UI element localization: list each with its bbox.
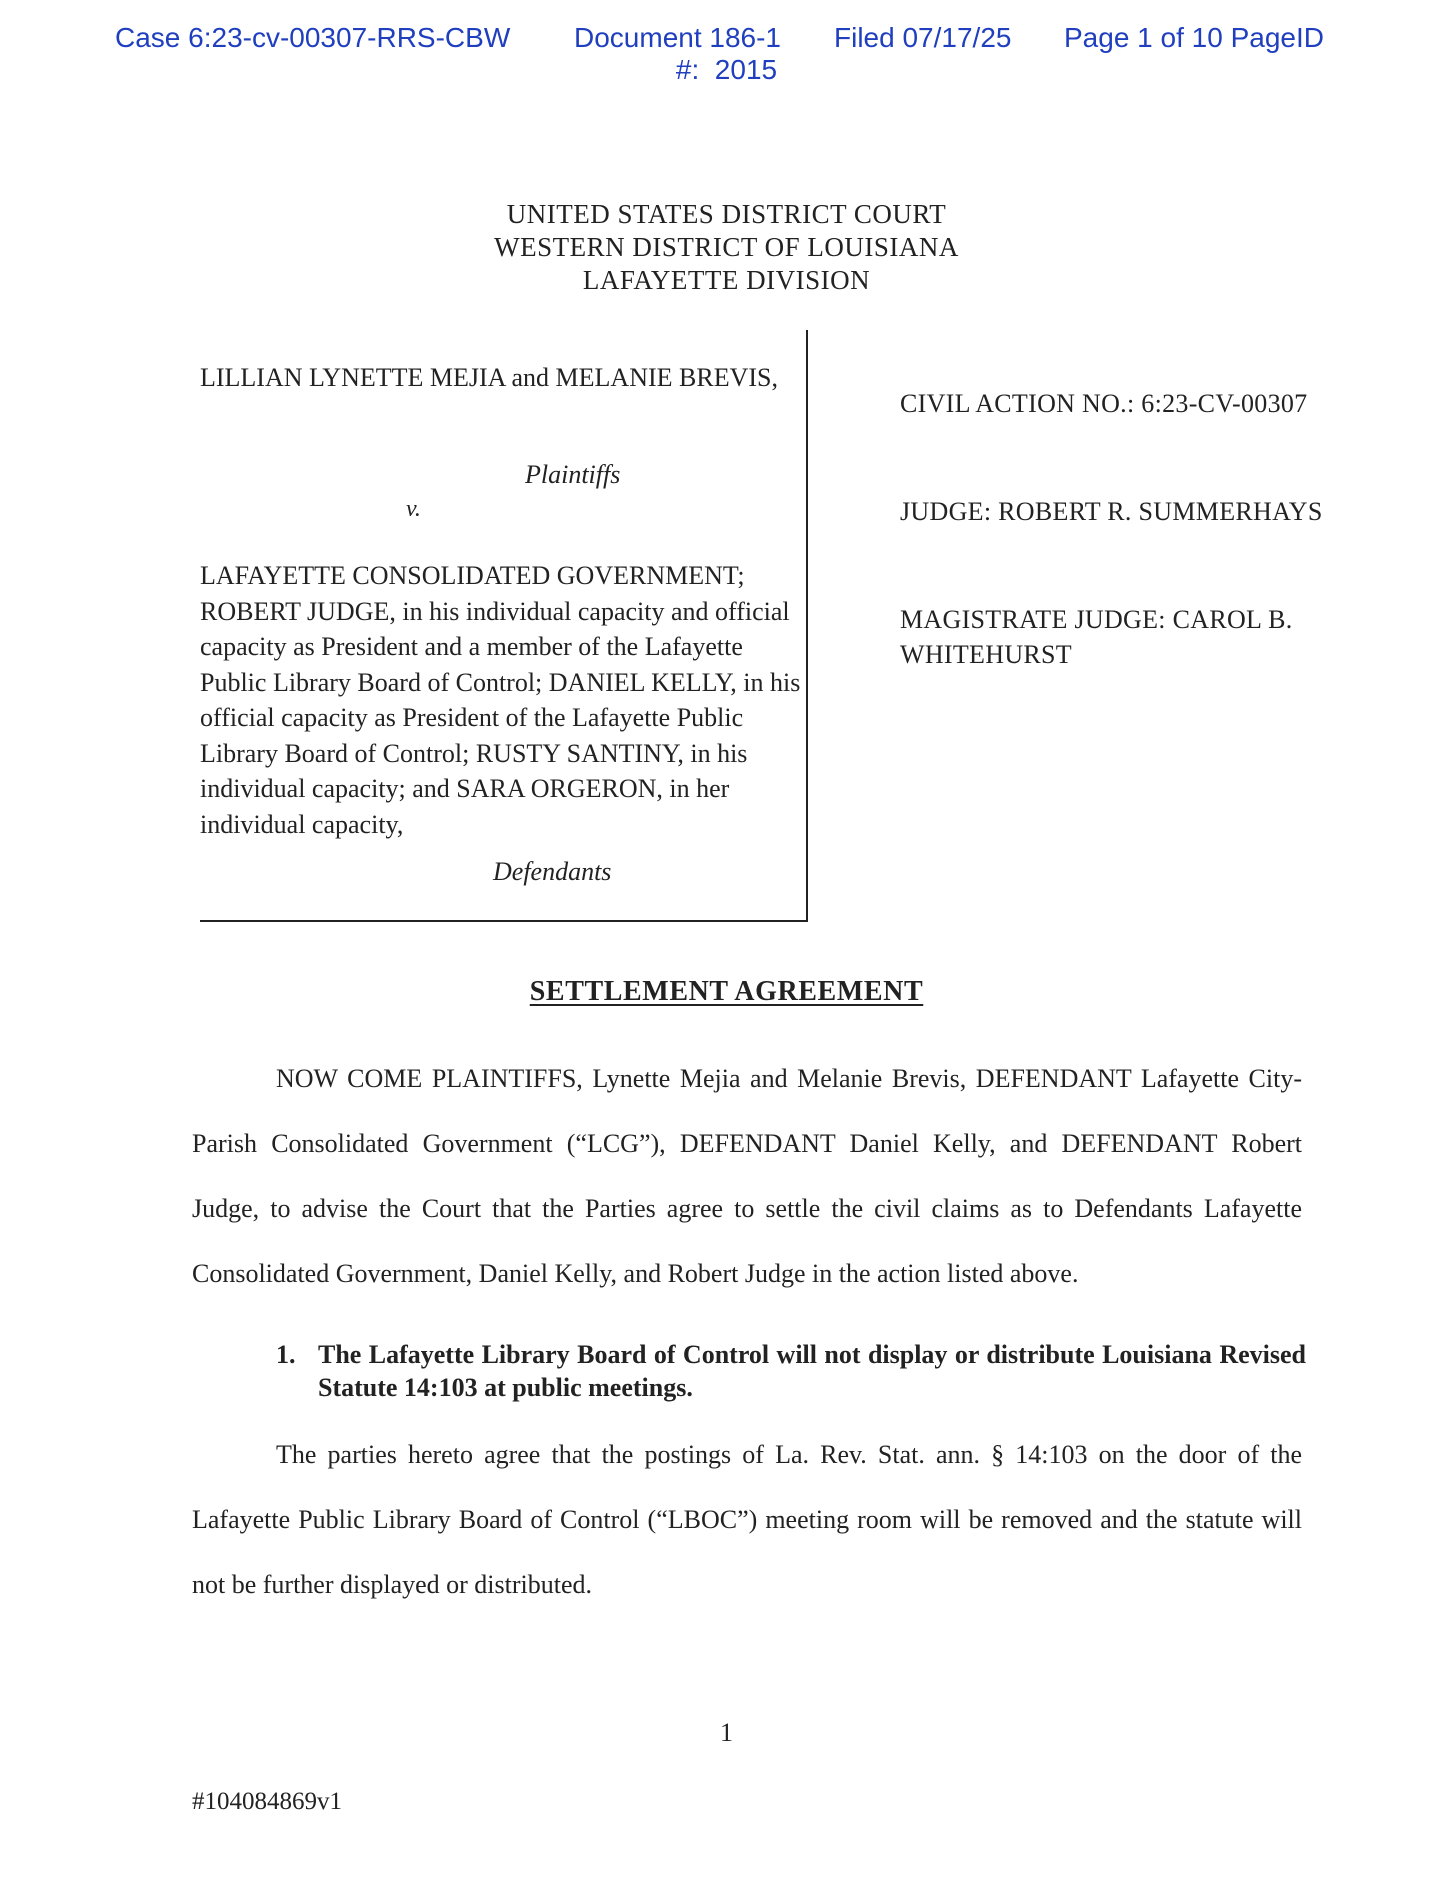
section-1-paragraph: The parties hereto agree that the postings of La. Rev. Stat. ann. § 14:103 on the door of the Lafayette Public Library Board of Control (“LBOC”) meeting room will be removed and the statute will not be further displayed or distributed. <box>192 1440 1302 1599</box>
page-info: Page 1 of 10 PageID <box>1064 22 1324 53</box>
document-title <box>0 976 1453 1008</box>
civil-action-number: CIVIL ACTION NO.: 6:23-CV-00307 <box>900 389 1308 418</box>
document-id: #104084869v1 <box>192 1788 342 1815</box>
magistrate-judge-name: MAGISTRATE JUDGE: CAROL B. WHITEHURST <box>900 605 1293 669</box>
filed-date: Filed 07/17/25 <box>834 22 1012 53</box>
plaintiffs-label: Plaintiffs <box>525 460 621 489</box>
defendants-names: LAFAYETTE CONSOLIDATED GOVERNMENT; ROBERT JUDGE, in his individual capacity and official capacity as President and a member of the Lafayette Public Library Board of Control; DANIEL KELLY, in his official capacity as President of the Lafayette Public Library Board of Control; RUSTY SANTINY, in his individual capacity; and SARA ORGERON, in her individual capacity, <box>200 561 801 839</box>
judge-name: JUDGE: ROBERT R. SUMMERHAYS <box>900 497 1323 526</box>
caption-horizontal-rule <box>200 920 808 922</box>
section-1-heading <box>276 1338 1306 1404</box>
document-number: Document 186-1 <box>574 22 782 53</box>
court-name: UNITED STATES DISTRICT COURT <box>506 199 947 229</box>
court-district: WESTERN DISTRICT OF LOUISIANA <box>494 232 959 262</box>
plaintiffs-names: LILLIAN LYNETTE MEJIA and MELANIE BREVIS, <box>200 363 778 392</box>
page-id: #: 2015 <box>675 54 778 85</box>
defendants-label: Defendants <box>493 857 612 886</box>
page-number: 1 <box>720 1718 733 1747</box>
court-heading <box>0 198 1453 297</box>
opening-paragraph: NOW COME PLAINTIFFS, Lynette Mejia and Melanie Brevis, DEFENDANT Lafayette City-Parish Consolidated Government (“LCG”), DEFENDANT Daniel Kelly, and DEFENDANT Robert Judge, to advise the Court that the Parties agree to settle the civil claims as to Defendants Lafayette Consolidated Government, Daniel Kelly, and Robert Judge in the action listed above. <box>192 1064 1302 1288</box>
case-number: Case 6:23-cv-00307-RRS-CBW <box>115 22 511 53</box>
section-1-number: 1. <box>276 1340 296 1369</box>
versus-label: v. <box>406 496 421 522</box>
caption-vertical-rule <box>806 330 808 922</box>
section-1-heading-text: The Lafayette Library Board of Control will not display or distribute Louisiana Revised Statute 14:103 at public meetings. <box>318 1340 1306 1402</box>
document-title-text: SETTLEMENT AGREEMENT <box>529 976 924 1007</box>
court-division: LAFAYETTE DIVISION <box>582 265 871 295</box>
